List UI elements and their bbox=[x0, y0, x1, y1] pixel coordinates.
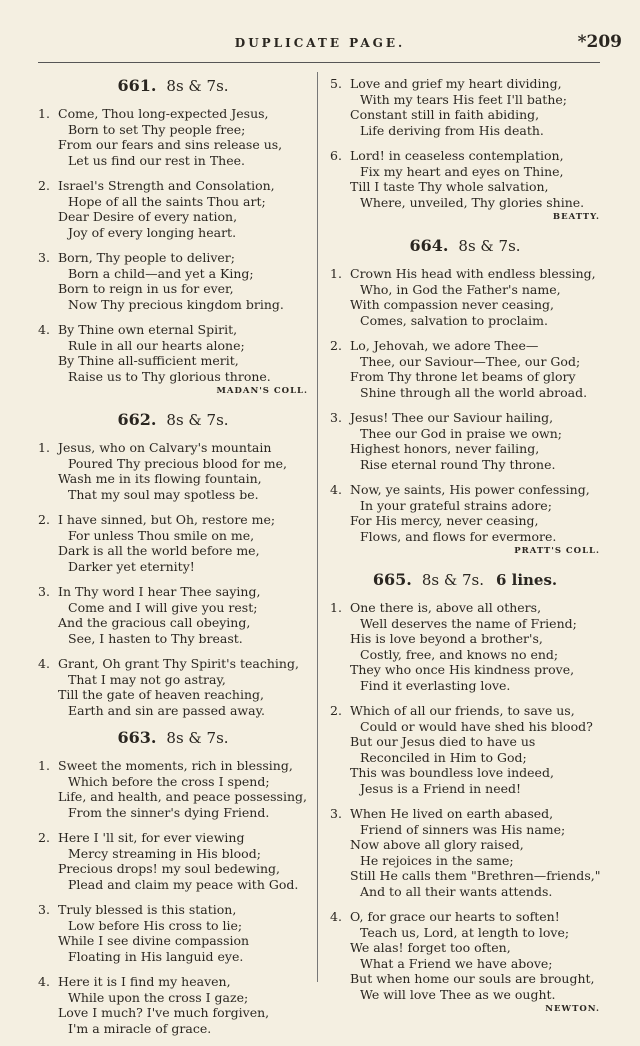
verse-line bbox=[330, 806, 600, 822]
verse-line: What a Friend we have above; bbox=[360, 955, 553, 971]
stanza bbox=[38, 758, 308, 820]
verse-line: See, I hasten to Thy breast. bbox=[68, 630, 243, 646]
stanza-number: 1. bbox=[330, 600, 342, 615]
verse-line: Precious drops! my soul bedewing, bbox=[58, 861, 281, 876]
verse-line: Shine through all the world abroad. bbox=[360, 384, 588, 400]
stanza bbox=[330, 600, 600, 693]
verse-line bbox=[38, 656, 308, 672]
hymn-heading bbox=[38, 410, 308, 430]
stanza-number: 4. bbox=[330, 482, 342, 497]
stanza bbox=[330, 266, 600, 328]
hymn-heading bbox=[330, 236, 600, 256]
verse-text: Grant, Oh grant Thy Spirit's teaching, bbox=[58, 656, 299, 671]
verse-line: By Thine all-sufficient merit, bbox=[58, 353, 239, 368]
hymn-number: 665. bbox=[372, 570, 412, 589]
verse-line: Hope of all the saints Thou art; bbox=[68, 193, 266, 209]
verse-line: Darker yet eternity! bbox=[68, 558, 195, 574]
verse-line bbox=[38, 178, 308, 194]
verse-line: Dear Desire of every nation, bbox=[58, 209, 238, 224]
verse-line: Constant still in faith abiding, bbox=[350, 107, 540, 122]
verse-line: Life, and health, and peace possessing, bbox=[58, 789, 307, 804]
verse-text: Love and grief my heart dividing, bbox=[350, 76, 562, 91]
verse-line: Now Thy precious kingdom bring. bbox=[68, 296, 284, 312]
verse-line: From our fears and sins release us, bbox=[58, 137, 283, 152]
verse-line bbox=[38, 106, 308, 122]
verse-text: By Thine own eternal Spirit, bbox=[58, 322, 238, 337]
verse-text: Jesus, who on Calvary's mountain bbox=[58, 440, 272, 455]
verse-line: Now above all glory raised, bbox=[350, 837, 524, 852]
hymn-meter: 8s & 7s. bbox=[458, 237, 521, 255]
verse-line: Flows, and flows for evermore. bbox=[360, 528, 557, 544]
attribution: BEATTY. bbox=[552, 212, 600, 222]
hymn-number: 664. bbox=[409, 236, 449, 255]
verse-line: Where, unveiled, Thy glories shine. bbox=[360, 194, 585, 210]
hymn bbox=[330, 236, 600, 556]
verse-text: Here it is I find my heaven, bbox=[58, 974, 231, 989]
verse-line: Floating in His languid eye. bbox=[68, 948, 244, 964]
verse-line bbox=[38, 512, 308, 528]
verse-line: Rise eternal round Thy throne. bbox=[360, 456, 556, 472]
stanza-number: 3. bbox=[330, 806, 342, 821]
stanza-number: 1. bbox=[38, 440, 50, 455]
verse-line: We will love Thee as we ought. bbox=[360, 986, 556, 1002]
hymn bbox=[38, 76, 308, 396]
verse-line: That I may not go astray, bbox=[68, 671, 226, 687]
verse-line: Till I taste Thy whole salvation, bbox=[350, 179, 549, 194]
verse-line bbox=[38, 440, 308, 456]
verse-line: That my soul may spotless be. bbox=[68, 486, 259, 502]
verse-line: Raise us to Thy glorious throne. bbox=[68, 368, 271, 384]
verse-line: Born to reign in us for ever, bbox=[58, 281, 234, 296]
verse-line: They who once His kindness prove, bbox=[350, 662, 575, 677]
verse-line: With compassion never ceasing, bbox=[350, 297, 555, 312]
verse-text: Crown His head with endless blessing, bbox=[350, 266, 596, 281]
hymn-number: 661. bbox=[117, 76, 157, 95]
stanza-number: 2. bbox=[38, 512, 50, 527]
verse-line: Find it everlasting love. bbox=[360, 677, 511, 693]
verse-line bbox=[330, 482, 600, 498]
hymn-number: 663. bbox=[117, 728, 157, 747]
stanza bbox=[330, 148, 600, 210]
verse-line bbox=[330, 266, 600, 282]
verse-line: Which before the cross I spend; bbox=[68, 773, 270, 789]
verse-text: Born, Thy people to deliver; bbox=[58, 250, 235, 265]
stanza bbox=[38, 974, 308, 1036]
verse-line bbox=[330, 600, 600, 616]
verse-line: Rule in all our hearts alone; bbox=[68, 337, 245, 353]
verse-line: And to all their wants attends. bbox=[360, 883, 553, 899]
hymn bbox=[38, 728, 308, 1036]
verse-line: Come and I will give you rest; bbox=[68, 599, 258, 615]
attribution: PRATT'S COLL. bbox=[514, 546, 600, 556]
verse-line: Still He calls them "Brethren—friends," bbox=[350, 868, 601, 883]
stanza-number: 4. bbox=[38, 974, 50, 989]
verse-text: I have sinned, but Oh, restore me; bbox=[58, 512, 276, 527]
left-column bbox=[38, 76, 308, 1046]
verse-line bbox=[330, 338, 600, 354]
attribution: NEWTON. bbox=[545, 1004, 600, 1014]
stanza bbox=[38, 830, 308, 892]
verse-line: Jesus is a Friend in need! bbox=[360, 780, 522, 796]
verse-line: Thee our God in praise we own; bbox=[360, 425, 562, 441]
stanza bbox=[330, 482, 600, 544]
hymn-heading bbox=[38, 728, 308, 748]
stanza bbox=[38, 512, 308, 574]
verse-line: For unless Thou smile on me, bbox=[68, 527, 255, 543]
stanza-number: 4. bbox=[38, 656, 50, 671]
verse-line: Thee, our Saviour—Thee, our God; bbox=[360, 353, 581, 369]
verse-line: Highest honors, never failing, bbox=[350, 441, 540, 456]
verse-line: From the sinner's dying Friend. bbox=[68, 804, 270, 820]
verse-line bbox=[330, 909, 600, 925]
stanza-number: 1. bbox=[330, 266, 342, 281]
verse-line: From Thy throne let beams of glory bbox=[350, 369, 576, 384]
hymn-heading bbox=[38, 76, 308, 96]
verse-line: Teach us, Lord, at length to love; bbox=[360, 924, 570, 940]
verse-text: Come, Thou long-expected Jesus, bbox=[58, 106, 269, 121]
stanza-number: 3. bbox=[38, 584, 50, 599]
header-rule bbox=[38, 62, 600, 63]
verse-line: Dark is all the world before me, bbox=[58, 543, 260, 558]
verse-line: And the gracious call obeying, bbox=[58, 615, 251, 630]
verse-line: Born a child—and yet a King; bbox=[68, 265, 254, 281]
verse-line: Till the gate of heaven reaching, bbox=[58, 687, 265, 702]
verse-text: Here I 'll sit, for ever viewing bbox=[58, 830, 245, 845]
verse-text: Sweet the moments, rich in blessing, bbox=[58, 758, 293, 773]
attribution: MADAN'S COLL. bbox=[216, 386, 308, 396]
verse-line: In your grateful strains adore; bbox=[360, 497, 552, 513]
verse-text: One there is, above all others, bbox=[350, 600, 542, 615]
verse-line: Born to set Thy people free; bbox=[68, 121, 246, 137]
verse-text: In Thy word I hear Thee saying, bbox=[58, 584, 261, 599]
hymn-number: 662. bbox=[117, 410, 157, 429]
verse-line: Costly, free, and knows no end; bbox=[360, 646, 559, 662]
hymn-meter: 8s & 7s. bbox=[166, 729, 229, 747]
stanza-number: 3. bbox=[38, 902, 50, 917]
verse-line bbox=[330, 703, 600, 719]
running-title: DUPLICATE PAGE. bbox=[234, 36, 406, 50]
stanza bbox=[330, 76, 600, 138]
verse-line: For His mercy, never ceasing, bbox=[350, 513, 539, 528]
verse-line bbox=[38, 758, 308, 774]
verse-line: His is love beyond a brother's, bbox=[350, 631, 543, 646]
verse-line bbox=[38, 250, 308, 266]
verse-text: Lo, Jehovah, we adore Thee— bbox=[350, 338, 539, 353]
verse-line: Friend of sinners was His name; bbox=[360, 821, 566, 837]
verse-text: Israel's Strength and Consolation, bbox=[58, 178, 275, 193]
stanza-number: 2. bbox=[38, 178, 50, 193]
stanza bbox=[38, 584, 308, 646]
stanza-number: 3. bbox=[38, 250, 50, 265]
hymn-heading bbox=[330, 570, 600, 590]
hymn-meter-extra: 6 lines. bbox=[495, 571, 558, 589]
stanza-number: 1. bbox=[38, 758, 50, 773]
page-number: *209 bbox=[577, 32, 622, 52]
verse-line: While upon the cross I gaze; bbox=[68, 989, 249, 1005]
stanza bbox=[330, 410, 600, 472]
verse-line bbox=[38, 974, 308, 990]
verse-line: Fix my heart and eyes on Thine, bbox=[360, 163, 564, 179]
verse-text: O, for grace our hearts to soften! bbox=[350, 909, 560, 924]
verse-line: With my tears His feet I'll bathe; bbox=[360, 91, 567, 107]
page-header bbox=[0, 32, 640, 60]
verse-line: Life deriving from His death. bbox=[360, 122, 544, 138]
verse-line: Who, in God the Father's name, bbox=[360, 281, 561, 297]
verse-line: But when home our souls are brought, bbox=[350, 971, 595, 986]
verse-line: Comes, salvation to proclaim. bbox=[360, 312, 548, 328]
verse-line: Earth and sin are passed away. bbox=[68, 702, 265, 718]
verse-line bbox=[330, 76, 600, 92]
verse-line: Reconciled in Him to God; bbox=[360, 749, 527, 765]
verse-line: This was boundless love indeed, bbox=[350, 765, 554, 780]
verse-line: Plead and claim my peace with God. bbox=[68, 876, 299, 892]
verse-line bbox=[38, 584, 308, 600]
stanza bbox=[330, 703, 600, 796]
stanza bbox=[330, 338, 600, 400]
verse-line bbox=[330, 410, 600, 426]
hymn bbox=[330, 570, 600, 1014]
verse-line: While I see divine compassion bbox=[58, 933, 250, 948]
verse-line: Well deserves the name of Friend; bbox=[360, 615, 577, 631]
verse-line: Let us find our rest in Thee. bbox=[68, 152, 245, 168]
stanza-number: 1. bbox=[38, 106, 50, 121]
stanza bbox=[38, 178, 308, 240]
verse-text: When He lived on earth abased, bbox=[350, 806, 554, 821]
hymn-meter: 8s & 7s. bbox=[166, 411, 229, 429]
verse-text: Lord! in ceaseless contemplation, bbox=[350, 148, 564, 163]
verse-text: Jesus! Thee our Saviour hailing, bbox=[350, 410, 554, 425]
stanza-number: 4. bbox=[38, 322, 50, 337]
stanza-number: 4. bbox=[330, 909, 342, 924]
verse-line: Joy of every longing heart. bbox=[68, 224, 237, 240]
verse-line: Wash me in its flowing fountain, bbox=[58, 471, 262, 486]
verse-line: Mercy streaming in His blood; bbox=[68, 845, 261, 861]
verse-line: Low before His cross to lie; bbox=[68, 917, 243, 933]
verse-line: I'm a miracle of grace. bbox=[68, 1020, 212, 1036]
hymn-meter: 8s & 7s. bbox=[421, 571, 484, 589]
stanza-number: 2. bbox=[38, 830, 50, 845]
verse-line: But our Jesus died to have us bbox=[350, 734, 536, 749]
stanza bbox=[38, 902, 308, 964]
stanza bbox=[38, 440, 308, 502]
verse-line: Love I much? I've much forgiven, bbox=[58, 1005, 270, 1020]
verse-line bbox=[330, 148, 600, 164]
verse-line bbox=[38, 902, 308, 918]
hymn-meter: 8s & 7s. bbox=[166, 77, 229, 95]
verse-line bbox=[38, 322, 308, 338]
verse-text: Truly blessed is this station, bbox=[58, 902, 237, 917]
verse-line bbox=[38, 830, 308, 846]
verse-text: Which of all our friends, to save us, bbox=[350, 703, 575, 718]
verse-line: Could or would have shed his blood? bbox=[360, 718, 593, 734]
stanza-number: 2. bbox=[330, 703, 342, 718]
verse-line: Poured Thy precious blood for me, bbox=[68, 455, 287, 471]
stanza bbox=[38, 106, 308, 168]
verse-line: We alas! forget too often, bbox=[350, 940, 511, 955]
column-divider bbox=[317, 72, 318, 982]
stanza-number: 5. bbox=[330, 76, 342, 91]
stanza-number: 6. bbox=[330, 148, 342, 163]
right-column bbox=[330, 76, 600, 1028]
verse-line: He rejoices in the same; bbox=[360, 852, 514, 868]
stanza bbox=[38, 656, 308, 718]
stanza bbox=[330, 909, 600, 1002]
stanza bbox=[38, 250, 308, 312]
stanza bbox=[38, 322, 308, 384]
stanza-number: 2. bbox=[330, 338, 342, 353]
stanza-number: 3. bbox=[330, 410, 342, 425]
hymn bbox=[38, 410, 308, 718]
verse-text: Now, ye saints, His power confessing, bbox=[350, 482, 590, 497]
stanza bbox=[330, 806, 600, 899]
